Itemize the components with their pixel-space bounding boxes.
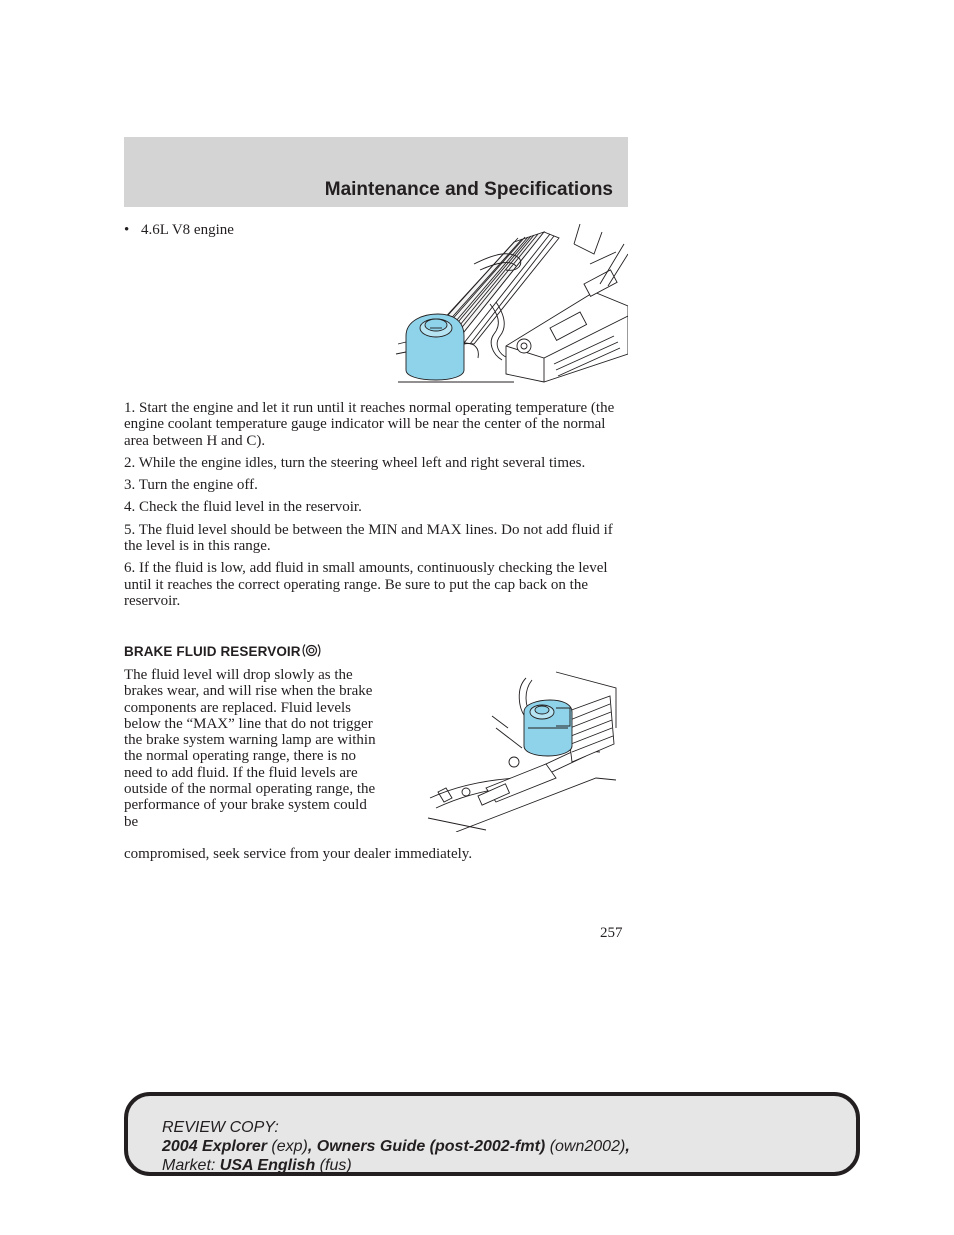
engine-bullet bbox=[124, 221, 234, 239]
review-label: REVIEW COPY: bbox=[162, 1119, 279, 1136]
brake-fluid-symbol-icon bbox=[302, 641, 321, 663]
page-number: 257 bbox=[600, 925, 623, 941]
master-cylinder bbox=[566, 696, 614, 762]
review-line-2 bbox=[162, 1137, 630, 1156]
step-4: 4. Check the fluid level in the reservoir. bbox=[124, 499, 362, 516]
power-steering-check-steps bbox=[124, 400, 628, 615]
engine-label: 4.6L V8 engine bbox=[141, 222, 234, 238]
brake-fluid-reservoir-illustration bbox=[426, 668, 626, 832]
bullet-marker: • bbox=[124, 222, 130, 238]
section-header-band bbox=[124, 137, 628, 207]
review-vehicle-code: (exp) bbox=[271, 1138, 308, 1155]
review-vehicle: 2004 Explorer bbox=[162, 1138, 267, 1155]
review-copy-text bbox=[162, 1118, 630, 1175]
review-guide: Owners Guide (post-2002-fmt) bbox=[316, 1138, 546, 1155]
brake-fluid-reservoir bbox=[524, 700, 572, 756]
review-guide-code: (own2002) bbox=[549, 1138, 626, 1155]
brake-fluid-description: The fluid level will drop slowly as the brakes wear, and will rise when the brake components are replaced. Fluid levels below the “MAX” line that do not trigger the brake system warning lamp are within the normal operating range, there is no need to add fluid. If the fluid levels are outside of the normal operating range, the performance of your brake system could be bbox=[124, 667, 376, 830]
brake-heading-text: BRAKE FLUID RESERVOIR bbox=[124, 644, 301, 659]
review-market-code: (fus) bbox=[319, 1157, 352, 1174]
review-separator-2: , bbox=[625, 1138, 630, 1155]
review-line-3 bbox=[162, 1156, 630, 1175]
step-5: 5. The fluid level should be between the MIN and MAX lines. Do not add fluid if the level is in this range. bbox=[124, 521, 613, 555]
brake-fluid-description-end: compromised, seek service from your dealer immediately. bbox=[124, 846, 473, 862]
step-3: 3. Turn the engine off. bbox=[124, 477, 258, 494]
review-market-label: Market: bbox=[162, 1157, 216, 1174]
review-market: USA English bbox=[219, 1157, 316, 1174]
brake-fluid-heading bbox=[124, 641, 321, 663]
step-6: 6. If the fluid is low, add fluid in small amounts, continuously checking the level until it reaches the correct operating range. Be sure to put the cap back on the reservoir. bbox=[124, 560, 608, 609]
step-2: 2. While the engine idles, turn the steering wheel left and right several times. bbox=[124, 454, 586, 471]
section-title: Maintenance and Specifications bbox=[324, 179, 613, 200]
power-steering-reservoir-illustration bbox=[394, 224, 628, 384]
step-1: 1. Start the engine and let it run until it reaches normal operating temperature (the engine coolant temperature gauge indicator will be near the center of the normal area between H and C). bbox=[124, 400, 615, 449]
review-line-1 bbox=[162, 1118, 630, 1137]
review-separator-1: , bbox=[307, 1138, 313, 1155]
